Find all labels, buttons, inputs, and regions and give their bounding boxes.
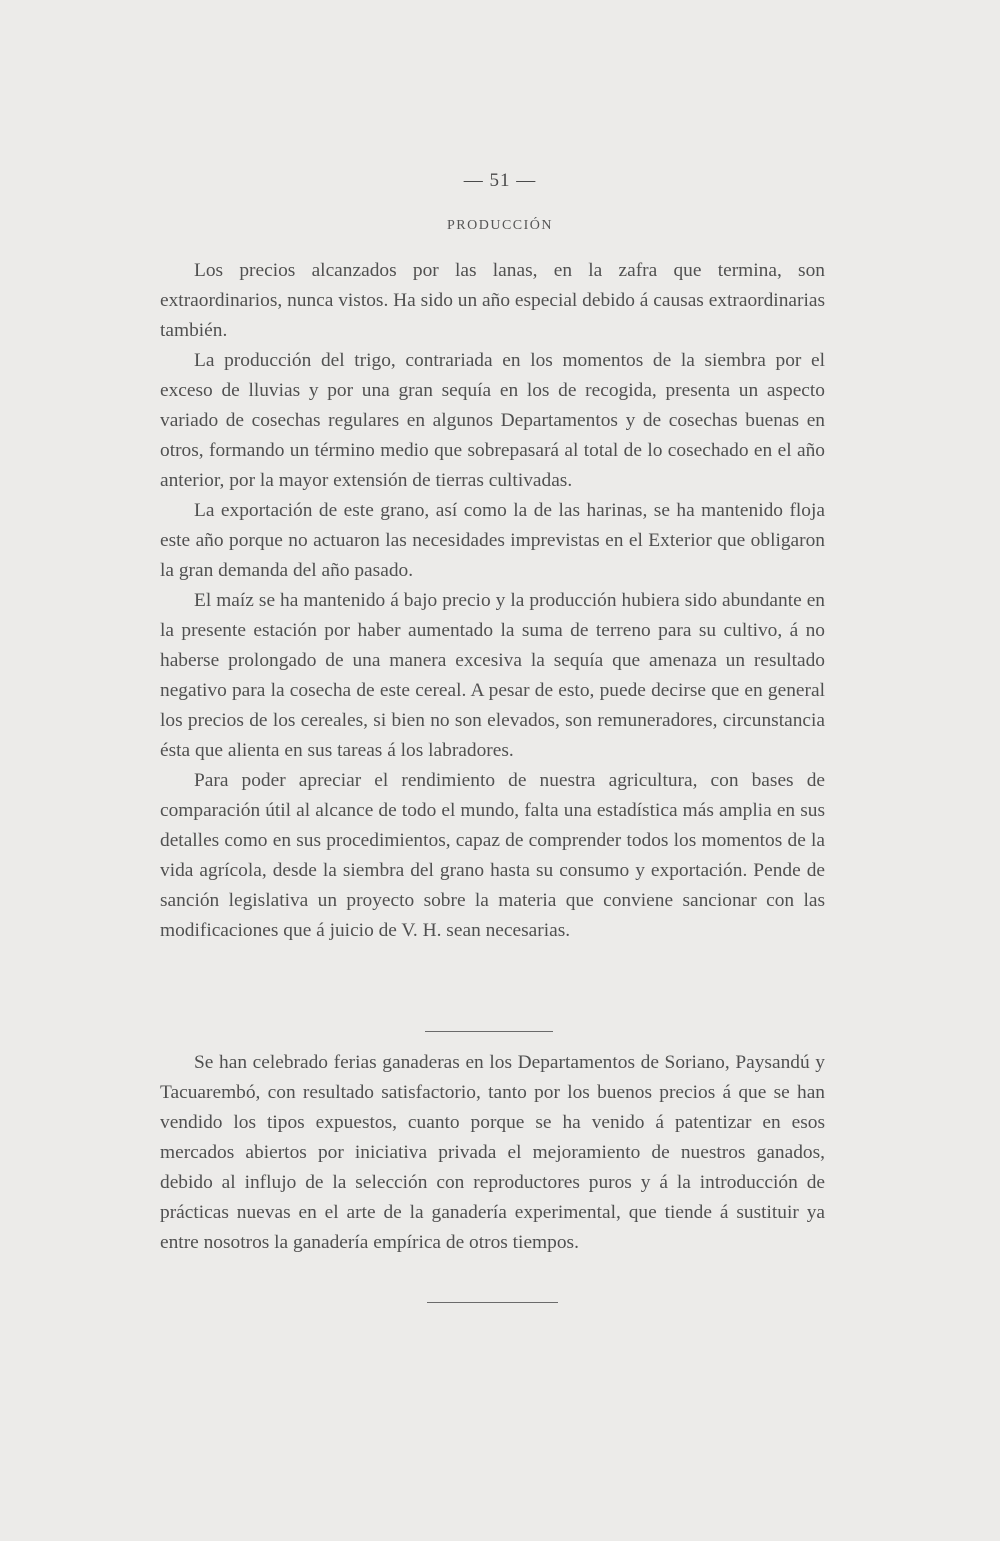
section-title: PRODUCCIÓN [446, 218, 553, 233]
section-one-body [160, 256, 825, 946]
page-number: — 51 — [463, 170, 537, 191]
section-divider [425, 1031, 553, 1032]
section-divider [427, 1302, 558, 1303]
paragraph: El maíz se ha mantenido á bajo precio y la producción hubiera sido abundante en la presente estación por haber aumentado la suma de terreno para su cultivo, á no haberse prolongado de una manera excesiva la sequía que amenaza un resultado negativo para la cosecha de este cereal. A pesar de esto, puede decirse que en general los precios de los cereales, si bien no son elevados, son remuneradores, circunstancia ésta que alienta en sus tareas á los labradores. [160, 590, 825, 761]
paragraph: Se han celebrado ferias ganaderas en los Departamentos de Soriano, Paysandú y Tacuarembó, con resultado satisfactorio, tanto por los buenos precios á que se han vendido los tipos expuestos, cuanto porque se ha venido á patentizar en esos mercados abiertos por iniciativa privada el mejoramiento de nuestros ganados, debido al influjo de la selección con reproductores puros y á la introducción de prácticas nuevas en el arte de la ganadería experimental, que tiende á sustituir ya entre nosotros la ganadería empírica de otros tiempos. [160, 1052, 825, 1253]
paragraph: La producción del trigo, contrariada en los momentos de la siembra por el exceso de lluvias y por una gran sequía en los de recogida, presenta un aspecto variado de cosechas regulares en algunos Departamentos y de cosechas buenas en otros, formando un término medio que sobrepasará al total de lo cosechado en el año anterior, por la mayor extensión de tierras cultivadas. [160, 350, 825, 491]
paragraph: Los precios alcanzados por las lanas, en la zafra que termina, son extraordinarios, nunca vistos. Ha sido un año especial debido á causas extraordinarias también. [160, 260, 825, 341]
paragraph: Para poder apreciar el rendimiento de nuestra agricultura, con bases de comparación útil al alcance de todo el mundo, falta una estadística más amplia en sus detalles como en sus procedimientos, capaz de comprender todos los momentos de la vida agrícola, desde la siembra del grano hasta su consumo y exportación. Pende de sanción legislativa un proyecto sobre la materia que conviene sancionar con las modificaciones que á juicio de V. H. sean necesarias. [160, 770, 825, 941]
paragraph: La exportación de este grano, así como la de las harinas, se ha mantenido floja este año porque no actuaron las necesidades imprevistas en el Exterior que obligaron la gran demanda del año pasado. [160, 500, 825, 581]
section-two-body [160, 1048, 825, 1258]
